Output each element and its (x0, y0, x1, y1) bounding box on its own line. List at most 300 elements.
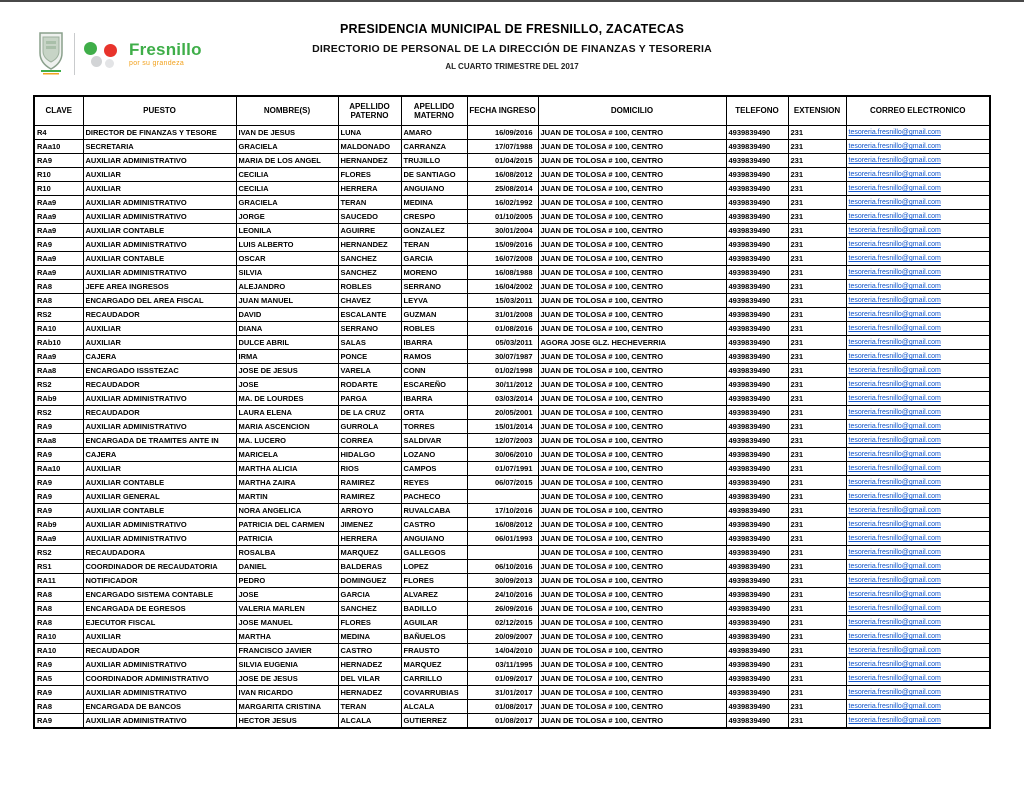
page-top-border (0, 0, 1024, 2)
email-link[interactable]: tesoreria.fresnillo@gmail.com (848, 269, 941, 276)
cell-extension: 231 (788, 686, 846, 700)
table-row (34, 224, 990, 238)
cell-puesto: AUXILIAR GENERAL (83, 490, 236, 504)
cell-puesto: AUXILIAR ADMINISTRATIVO (83, 210, 236, 224)
cell-fecha-ingreso: 16/08/1988 (467, 266, 538, 280)
cell-fecha-ingreso: 01/08/2016 (467, 322, 538, 336)
email-link[interactable]: tesoreria.fresnillo@gmail.com (848, 255, 941, 262)
email-link[interactable]: tesoreria.fresnillo@gmail.com (848, 157, 941, 164)
cell-telefono: 4939839490 (726, 406, 788, 420)
cell-telefono: 4939839490 (726, 140, 788, 154)
email-link[interactable]: tesoreria.fresnillo@gmail.com (848, 535, 941, 542)
email-link[interactable]: tesoreria.fresnillo@gmail.com (848, 619, 941, 626)
cell-extension: 231 (788, 126, 846, 140)
cell-clave: RA10 (34, 644, 83, 658)
cell-apellido-paterno: DEL VILAR (338, 672, 401, 686)
cell-apellido-materno: TERAN (401, 238, 467, 252)
cell-fecha-ingreso: 01/04/2015 (467, 154, 538, 168)
cell-puesto: RECAUDADOR (83, 644, 236, 658)
table-row (34, 210, 990, 224)
email-link[interactable]: tesoreria.fresnillo@gmail.com (848, 297, 941, 304)
cell-fecha-ingreso: 20/05/2001 (467, 406, 538, 420)
cell-domicilio: JUAN DE TOLOSA # 100, CENTRO (538, 504, 726, 518)
cell-correo (846, 238, 990, 252)
cell-extension: 231 (788, 476, 846, 490)
cell-fecha-ingreso: 16/02/1992 (467, 196, 538, 210)
cell-puesto: AUXILIAR ADMINISTRATIVO (83, 238, 236, 252)
cell-clave: R4 (34, 126, 83, 140)
cell-apellido-materno: CARRILLO (401, 672, 467, 686)
page-subtitle: DIRECTORIO DE PERSONAL DE LA DIRECCIÓN DE FINANZAS Y TESORERIA (312, 43, 712, 55)
cell-clave: RAa9 (34, 252, 83, 266)
email-link[interactable]: tesoreria.fresnillo@gmail.com (848, 451, 941, 458)
cell-telefono: 4939839490 (726, 154, 788, 168)
table-body (34, 126, 990, 729)
cell-telefono: 4939839490 (726, 672, 788, 686)
email-link[interactable]: tesoreria.fresnillo@gmail.com (848, 563, 941, 570)
column-header-correo-electronico: CORREO ELECTRONICO (846, 96, 990, 126)
email-link[interactable]: tesoreria.fresnillo@gmail.com (848, 325, 941, 332)
cell-nombres: PATRICIA (236, 532, 338, 546)
email-link[interactable]: tesoreria.fresnillo@gmail.com (848, 577, 941, 584)
cell-domicilio: JUAN DE TOLOSA # 100, CENTRO (538, 560, 726, 574)
cell-clave: RAa9 (34, 224, 83, 238)
cell-correo (846, 574, 990, 588)
email-link[interactable]: tesoreria.fresnillo@gmail.com (848, 591, 941, 598)
cell-nombres: NORA ANGELICA (236, 504, 338, 518)
cell-puesto: EJECUTOR FISCAL (83, 616, 236, 630)
cell-apellido-materno: CARRANZA (401, 140, 467, 154)
cell-puesto: AUXILIAR ADMINISTRATIVO (83, 518, 236, 532)
cell-telefono: 4939839490 (726, 504, 788, 518)
table-row (34, 168, 990, 182)
cell-extension: 231 (788, 518, 846, 532)
email-link[interactable]: tesoreria.fresnillo@gmail.com (848, 381, 941, 388)
email-link[interactable]: tesoreria.fresnillo@gmail.com (848, 339, 941, 346)
cell-apellido-materno: SALDIVAR (401, 434, 467, 448)
cell-extension: 231 (788, 700, 846, 714)
cell-extension: 231 (788, 378, 846, 392)
cell-puesto: ENCARGADO ISSSTEZAC (83, 364, 236, 378)
cell-fecha-ingreso: 16/04/2002 (467, 280, 538, 294)
cell-extension: 231 (788, 588, 846, 602)
cell-clave: RS2 (34, 546, 83, 560)
cell-fecha-ingreso: 01/09/2017 (467, 672, 538, 686)
cell-nombres: ALEJANDRO (236, 280, 338, 294)
cell-puesto: SECRETARIA (83, 140, 236, 154)
cell-nombres: LAURA ELENA (236, 406, 338, 420)
cell-nombres: FRANCISCO JAVIER (236, 644, 338, 658)
cell-extension: 231 (788, 266, 846, 280)
cell-puesto: AUXILIAR ADMINISTRATIVO (83, 154, 236, 168)
cell-correo (846, 686, 990, 700)
cell-fecha-ingreso: 14/04/2010 (467, 644, 538, 658)
cell-extension: 231 (788, 336, 846, 350)
cell-domicilio: JUAN DE TOLOSA # 100, CENTRO (538, 532, 726, 546)
email-link[interactable]: tesoreria.fresnillo@gmail.com (848, 633, 941, 640)
cell-apellido-materno: MORENO (401, 266, 467, 280)
cell-puesto: AUXILIAR (83, 322, 236, 336)
email-link[interactable]: tesoreria.fresnillo@gmail.com (848, 423, 941, 430)
cell-domicilio: JUAN DE TOLOSA # 100, CENTRO (538, 574, 726, 588)
cell-fecha-ingreso (467, 490, 538, 504)
cell-fecha-ingreso: 06/10/2016 (467, 560, 538, 574)
cell-fecha-ingreso: 01/02/1998 (467, 364, 538, 378)
table-row (34, 420, 990, 434)
cell-nombres: MA. DE LOURDES (236, 392, 338, 406)
email-link[interactable]: tesoreria.fresnillo@gmail.com (848, 171, 941, 178)
cell-clave: RAa10 (34, 462, 83, 476)
cell-apellido-paterno: ARROYO (338, 504, 401, 518)
table-row (34, 154, 990, 168)
email-link[interactable]: tesoreria.fresnillo@gmail.com (848, 549, 941, 556)
cell-puesto: AUXILIAR ADMINISTRATIVO (83, 196, 236, 210)
email-link[interactable]: tesoreria.fresnillo@gmail.com (848, 367, 941, 374)
cell-fecha-ingreso: 15/09/2016 (467, 238, 538, 252)
cell-puesto: COORDINADOR ADMINISTRATIVO (83, 672, 236, 686)
cell-apellido-paterno: RAMIREZ (338, 476, 401, 490)
brand-name: Fresnillo (129, 40, 202, 59)
cell-apellido-paterno: LUNA (338, 126, 401, 140)
cell-telefono: 4939839490 (726, 588, 788, 602)
cell-apellido-materno: TRUJILLO (401, 154, 467, 168)
cell-nombres: VALERIA MARLEN (236, 602, 338, 616)
cell-correo (846, 406, 990, 420)
email-link[interactable]: tesoreria.fresnillo@gmail.com (848, 129, 941, 136)
cell-fecha-ingreso: 24/10/2016 (467, 588, 538, 602)
table-row (34, 238, 990, 252)
column-header-puesto: PUESTO (83, 96, 236, 126)
email-link[interactable]: tesoreria.fresnillo@gmail.com (848, 703, 941, 710)
cell-domicilio: JUAN DE TOLOSA # 100, CENTRO (538, 462, 726, 476)
cell-correo (846, 560, 990, 574)
cell-apellido-materno: AGUILAR (401, 616, 467, 630)
cell-fecha-ingreso: 06/01/1993 (467, 532, 538, 546)
cell-clave: RAb9 (34, 392, 83, 406)
cell-apellido-materno: BAÑUELOS (401, 630, 467, 644)
cell-apellido-materno: MEDINA (401, 196, 467, 210)
cell-puesto: AUXILIAR (83, 168, 236, 182)
cell-fecha-ingreso: 31/01/2008 (467, 308, 538, 322)
cell-puesto: ENCARGADA DE BANCOS (83, 700, 236, 714)
cell-apellido-paterno: CORREA (338, 434, 401, 448)
cell-nombres: CECILIA (236, 168, 338, 182)
cell-apellido-paterno: CASTRO (338, 644, 401, 658)
cell-nombres: JOSE MANUEL (236, 616, 338, 630)
table-row (34, 644, 990, 658)
cell-apellido-paterno: MEDINA (338, 630, 401, 644)
cell-fecha-ingreso: 25/08/2014 (467, 182, 538, 196)
email-link[interactable]: tesoreria.fresnillo@gmail.com (848, 479, 941, 486)
cell-puesto: AUXILIAR ADMINISTRATIVO (83, 686, 236, 700)
cell-apellido-materno: ROBLES (401, 322, 467, 336)
cell-correo (846, 182, 990, 196)
email-link[interactable]: tesoreria.fresnillo@gmail.com (848, 465, 941, 472)
cell-apellido-materno: ALVAREZ (401, 588, 467, 602)
cell-correo (846, 532, 990, 546)
cell-telefono: 4939839490 (726, 378, 788, 392)
cell-apellido-paterno: PARGA (338, 392, 401, 406)
email-link[interactable]: tesoreria.fresnillo@gmail.com (848, 353, 941, 360)
email-link[interactable]: tesoreria.fresnillo@gmail.com (848, 507, 941, 514)
cell-correo (846, 644, 990, 658)
cell-nombres: IVAN RICARDO (236, 686, 338, 700)
table-row (34, 560, 990, 574)
cell-extension: 231 (788, 294, 846, 308)
email-link[interactable]: tesoreria.fresnillo@gmail.com (848, 199, 941, 206)
cell-puesto: ENCARGADO DEL AREA FISCAL (83, 294, 236, 308)
cell-apellido-paterno: VARELA (338, 364, 401, 378)
email-link[interactable]: tesoreria.fresnillo@gmail.com (848, 283, 941, 290)
cell-correo (846, 588, 990, 602)
cell-extension: 231 (788, 140, 846, 154)
email-link[interactable]: tesoreria.fresnillo@gmail.com (848, 409, 941, 416)
email-link[interactable]: tesoreria.fresnillo@gmail.com (848, 311, 941, 318)
table-row (34, 658, 990, 672)
cell-apellido-materno: BADILLO (401, 602, 467, 616)
cell-nombres: MARIA DE LOS ANGEL (236, 154, 338, 168)
table-row (34, 434, 990, 448)
cell-correo (846, 350, 990, 364)
email-link[interactable]: tesoreria.fresnillo@gmail.com (848, 689, 941, 696)
cell-extension: 231 (788, 448, 846, 462)
cell-fecha-ingreso: 20/09/2007 (467, 630, 538, 644)
cell-clave: RA8 (34, 294, 83, 308)
email-link[interactable]: tesoreria.fresnillo@gmail.com (848, 647, 941, 654)
cell-apellido-materno: ESCAREÑO (401, 378, 467, 392)
cell-nombres: DAVID (236, 308, 338, 322)
table-row (34, 448, 990, 462)
cell-apellido-materno: ANGUIANO (401, 532, 467, 546)
cell-apellido-paterno: TERAN (338, 700, 401, 714)
cell-domicilio: JUAN DE TOLOSA # 100, CENTRO (538, 294, 726, 308)
cell-clave: RAb10 (34, 336, 83, 350)
cell-clave: RAa8 (34, 364, 83, 378)
personnel-table (33, 95, 991, 729)
cell-extension: 231 (788, 504, 846, 518)
email-link[interactable]: tesoreria.fresnillo@gmail.com (848, 437, 941, 444)
table-row (34, 616, 990, 630)
cell-apellido-paterno: ROBLES (338, 280, 401, 294)
cell-clave: RA11 (34, 574, 83, 588)
cell-apellido-paterno: JIMENEZ (338, 518, 401, 532)
column-header-apellido-materno: APELLIDO MATERNO (401, 96, 467, 126)
table-row (34, 532, 990, 546)
cell-apellido-materno: SERRANO (401, 280, 467, 294)
cell-extension: 231 (788, 644, 846, 658)
cell-telefono: 4939839490 (726, 280, 788, 294)
cell-clave: RA9 (34, 490, 83, 504)
cell-telefono: 4939839490 (726, 294, 788, 308)
cell-fecha-ingreso: 16/08/2012 (467, 518, 538, 532)
cell-correo (846, 364, 990, 378)
cell-extension: 231 (788, 406, 846, 420)
cell-nombres: JOSE (236, 588, 338, 602)
cell-nombres: OSCAR (236, 252, 338, 266)
cell-apellido-paterno: HERNANDEZ (338, 154, 401, 168)
column-header-apellido-paterno: APELLIDO PATERNO (338, 96, 401, 126)
cell-extension: 231 (788, 490, 846, 504)
email-link[interactable]: tesoreria.fresnillo@gmail.com (848, 395, 941, 402)
cell-apellido-paterno: MARQUEZ (338, 546, 401, 560)
table-header (34, 96, 990, 126)
cell-correo (846, 294, 990, 308)
cell-extension: 231 (788, 252, 846, 266)
cell-apellido-materno: GARCIA (401, 252, 467, 266)
cell-domicilio: JUAN DE TOLOSA # 100, CENTRO (538, 406, 726, 420)
table-row (34, 294, 990, 308)
cell-apellido-paterno: FLORES (338, 168, 401, 182)
cell-apellido-materno: AMARO (401, 126, 467, 140)
table-row (34, 588, 990, 602)
cell-correo (846, 602, 990, 616)
cell-extension: 231 (788, 308, 846, 322)
cell-puesto: RECAUDADOR (83, 308, 236, 322)
cell-clave: RA8 (34, 616, 83, 630)
cell-nombres: MARTHA ALICIA (236, 462, 338, 476)
cell-apellido-materno: CAMPOS (401, 462, 467, 476)
cell-correo (846, 420, 990, 434)
cell-puesto: AUXILIAR CONTABLE (83, 252, 236, 266)
table-row (34, 322, 990, 336)
cell-nombres: PEDRO (236, 574, 338, 588)
cell-correo (846, 546, 990, 560)
cell-telefono: 4939839490 (726, 518, 788, 532)
cell-nombres: GRACIELA (236, 140, 338, 154)
cell-domicilio: JUAN DE TOLOSA # 100, CENTRO (538, 210, 726, 224)
page-title: PRESIDENCIA MUNICIPAL DE FRESNILLO, ZACATECAS (340, 22, 684, 36)
cell-telefono: 4939839490 (726, 126, 788, 140)
cell-extension: 231 (788, 224, 846, 238)
cell-apellido-materno: CASTRO (401, 518, 467, 532)
cell-clave: RA9 (34, 448, 83, 462)
cell-correo (846, 378, 990, 392)
cell-clave: RA5 (34, 672, 83, 686)
cell-correo (846, 504, 990, 518)
email-link[interactable]: tesoreria.fresnillo@gmail.com (848, 521, 941, 528)
table-row (34, 196, 990, 210)
table-row (34, 252, 990, 266)
cell-apellido-paterno: SAUCEDO (338, 210, 401, 224)
table-row (34, 182, 990, 196)
cell-apellido-paterno: HIDALGO (338, 448, 401, 462)
brand-tagline: por su grandeza (129, 60, 185, 67)
cell-fecha-ingreso: 17/07/1988 (467, 140, 538, 154)
cell-fecha-ingreso: 06/07/2015 (467, 476, 538, 490)
cell-domicilio: JUAN DE TOLOSA # 100, CENTRO (538, 476, 726, 490)
cell-nombres: SILVIA (236, 266, 338, 280)
cell-clave: RA9 (34, 504, 83, 518)
cell-puesto: JEFE AREA INGRESOS (83, 280, 236, 294)
cell-correo (846, 462, 990, 476)
email-link[interactable]: tesoreria.fresnillo@gmail.com (848, 675, 941, 682)
cell-extension: 231 (788, 658, 846, 672)
cell-fecha-ingreso: 05/03/2011 (467, 336, 538, 350)
cell-nombres: LUIS ALBERTO (236, 238, 338, 252)
cell-puesto: RECAUDADOR (83, 406, 236, 420)
email-link[interactable]: tesoreria.fresnillo@gmail.com (848, 213, 941, 220)
table-row (34, 126, 990, 140)
email-link[interactable]: tesoreria.fresnillo@gmail.com (848, 661, 941, 668)
table-row (34, 378, 990, 392)
cell-domicilio: JUAN DE TOLOSA # 100, CENTRO (538, 602, 726, 616)
cell-nombres: LEONILA (236, 224, 338, 238)
cell-extension: 231 (788, 196, 846, 210)
cell-clave: RA9 (34, 420, 83, 434)
cell-clave: RA9 (34, 658, 83, 672)
cell-apellido-materno: PACHECO (401, 490, 467, 504)
cell-correo (846, 448, 990, 462)
cell-extension: 231 (788, 210, 846, 224)
email-link[interactable]: tesoreria.fresnillo@gmail.com (848, 227, 941, 234)
cell-fecha-ingreso: 01/08/2017 (467, 714, 538, 729)
email-link[interactable]: tesoreria.fresnillo@gmail.com (848, 185, 941, 192)
cell-apellido-materno: IBARRA (401, 336, 467, 350)
table-row (34, 686, 990, 700)
cell-puesto: CAJERA (83, 448, 236, 462)
cell-fecha-ingreso: 16/07/2008 (467, 252, 538, 266)
cell-puesto: ENCARGADA DE EGRESOS (83, 602, 236, 616)
cell-fecha-ingreso: 30/07/1987 (467, 350, 538, 364)
email-link[interactable]: tesoreria.fresnillo@gmail.com (848, 605, 941, 612)
cell-domicilio: AGORA JOSE GLZ. HECHEVERRIA (538, 336, 726, 350)
cell-apellido-materno: LOZANO (401, 448, 467, 462)
email-link[interactable]: tesoreria.fresnillo@gmail.com (848, 493, 941, 500)
cell-telefono: 4939839490 (726, 182, 788, 196)
cell-apellido-materno: REYES (401, 476, 467, 490)
email-link[interactable]: tesoreria.fresnillo@gmail.com (848, 717, 941, 724)
cell-domicilio: JUAN DE TOLOSA # 100, CENTRO (538, 140, 726, 154)
cell-correo (846, 280, 990, 294)
cell-fecha-ingreso: 03/03/2014 (467, 392, 538, 406)
cell-puesto: AUXILIAR (83, 182, 236, 196)
cell-fecha-ingreso: 02/12/2015 (467, 616, 538, 630)
cell-correo (846, 224, 990, 238)
cell-apellido-materno: GALLEGOS (401, 546, 467, 560)
table-row (34, 504, 990, 518)
email-link[interactable]: tesoreria.fresnillo@gmail.com (848, 241, 941, 248)
cell-puesto: AUXILIAR (83, 630, 236, 644)
cell-telefono: 4939839490 (726, 616, 788, 630)
cell-telefono: 4939839490 (726, 462, 788, 476)
cell-domicilio: JUAN DE TOLOSA # 100, CENTRO (538, 350, 726, 364)
cell-correo (846, 714, 990, 729)
cell-apellido-paterno: GARCIA (338, 588, 401, 602)
cell-correo (846, 518, 990, 532)
cell-domicilio: JUAN DE TOLOSA # 100, CENTRO (538, 322, 726, 336)
table-row (34, 490, 990, 504)
cell-clave: RA8 (34, 280, 83, 294)
cell-fecha-ingreso: 03/11/1995 (467, 658, 538, 672)
cell-correo (846, 252, 990, 266)
cell-correo (846, 630, 990, 644)
cell-puesto: AUXILIAR ADMINISTRATIVO (83, 392, 236, 406)
cell-apellido-paterno: FLORES (338, 616, 401, 630)
cell-nombres: IRMA (236, 350, 338, 364)
table-row (34, 280, 990, 294)
cell-apellido-paterno: SALAS (338, 336, 401, 350)
cell-fecha-ingreso: 15/01/2014 (467, 420, 538, 434)
cell-domicilio: JUAN DE TOLOSA # 100, CENTRO (538, 700, 726, 714)
cell-domicilio: JUAN DE TOLOSA # 100, CENTRO (538, 392, 726, 406)
cell-telefono: 4939839490 (726, 196, 788, 210)
cell-telefono: 4939839490 (726, 700, 788, 714)
table-row (34, 308, 990, 322)
cell-puesto: AUXILIAR ADMINISTRATIVO (83, 714, 236, 729)
email-link[interactable]: tesoreria.fresnillo@gmail.com (848, 143, 941, 150)
cell-correo (846, 308, 990, 322)
cell-puesto: AUXILIAR ADMINISTRATIVO (83, 420, 236, 434)
